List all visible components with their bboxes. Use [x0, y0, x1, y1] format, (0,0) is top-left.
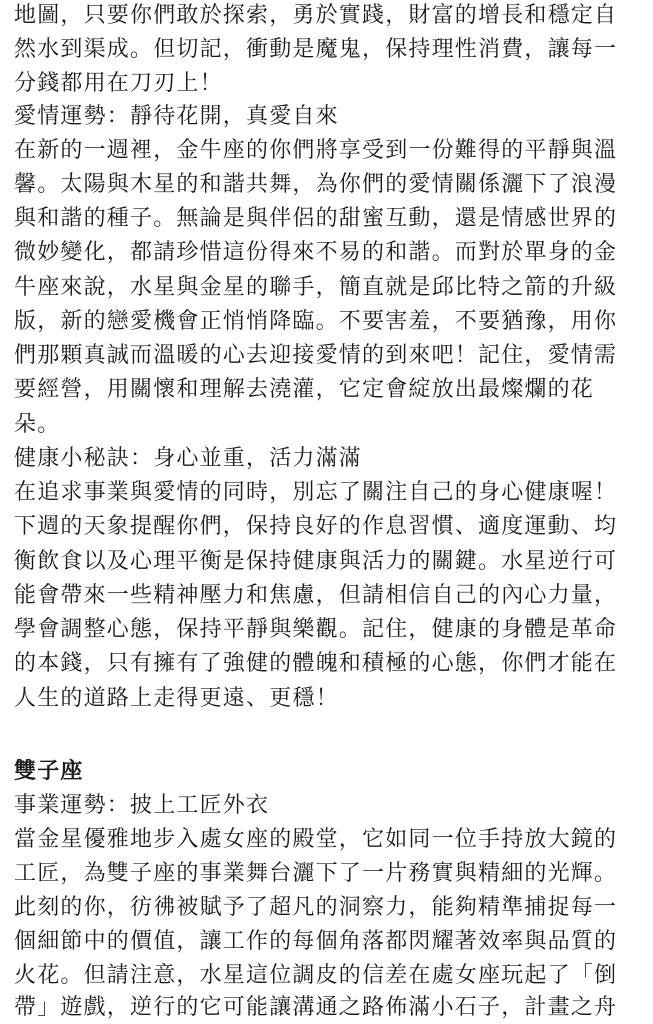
- paragraph-line: 學會調整心態，保持平靜與樂觀。記住，健康的身體是革命: [14, 617, 618, 642]
- paragraph-line: 與和諧的種子。無論是與伴侶的甜蜜互動，還是情感世界的: [14, 206, 618, 231]
- section-subheading: 事業運勢：披上工匠外衣: [14, 793, 270, 818]
- paragraph-line: 下週的天象提醒你們，保持良好的作息習慣、適度運動、均: [14, 514, 618, 539]
- paragraph-line: 火花。但請注意，水星這位調皮的信差在處女座玩起了「倒: [14, 963, 618, 988]
- paragraph-line: 能會帶來一些精神壓力和焦慮，但請相信自己的內心力量，: [14, 583, 618, 608]
- paragraph-line: 在新的一週裡，金牛座的你們將享受到一份難得的平靜與溫: [14, 138, 618, 163]
- paragraph-line: 的本錢，只有擁有了強健的體魄和積極的心態，你們才能在: [14, 651, 618, 676]
- paragraph-line: 分錢都用在刀刃上！: [14, 71, 223, 96]
- paragraph-line: 帶」遊戲，逆行的它可能讓溝通之路佈滿小石子，計畫之舟: [14, 995, 618, 1020]
- section-subheading: 愛情運勢：靜待花開，真愛自來: [14, 104, 339, 129]
- paragraph-line: 們那顆真誠而溫暖的心去迎接愛情的到來吧！記住，愛情需: [14, 343, 618, 368]
- paragraph-line: 要經營，用關懷和理解去澆灌，它定會綻放出最燦爛的花: [14, 377, 595, 402]
- paragraph-line: 衡飲食以及心理平衡是保持健康與活力的關鍵。水星逆行可: [14, 549, 618, 574]
- paragraph-line: 微妙變化，都請珍惜這份得來不易的和諧。而對於單身的金: [14, 240, 618, 265]
- paragraph-line: 在追求事業與愛情的同時，別忘了關注自己的身心健康喔！: [14, 480, 618, 505]
- paragraph-line: 牛座來說，水星與金星的聯手，簡直就是邱比特之箭的升級: [14, 275, 618, 300]
- section-subheading: 健康小秘訣：身心並重，活力滿滿: [14, 446, 363, 471]
- paragraph-line: 此刻的你，彷彿被賦予了超凡的洞察力，能夠精準捕捉每一: [14, 895, 618, 920]
- section-heading: 雙子座: [14, 759, 84, 784]
- paragraph-line: 當金星優雅地步入處女座的殿堂，它如同一位手持放大鏡的: [14, 827, 618, 852]
- paragraph-line: 然水到渠成。但切記，衝動是魔鬼，保持理性消費，讓每一: [14, 37, 618, 62]
- paragraph-line: 朵。: [14, 412, 61, 437]
- paragraph-line: 版，新的戀愛機會正悄悄降臨。不要害羞，不要猶豫，用你: [14, 309, 618, 334]
- paragraph-line: 工匠，為雙子座的事業舞台灑下了一片務實與精細的光輝。: [14, 861, 618, 886]
- paragraph-line: 人生的道路上走得更遠、更穩！: [14, 686, 339, 711]
- paragraph-line: 地圖，只要你們敢於探索，勇於實踐，財富的增長和穩定自: [14, 3, 618, 28]
- paragraph-line: 馨。太陽與木星的和諧共舞，為你們的愛情關係灑下了浪漫: [14, 172, 618, 197]
- paragraph-line: 個細節中的價值，讓工作的每個角落都閃耀著效率與品質的: [14, 929, 618, 954]
